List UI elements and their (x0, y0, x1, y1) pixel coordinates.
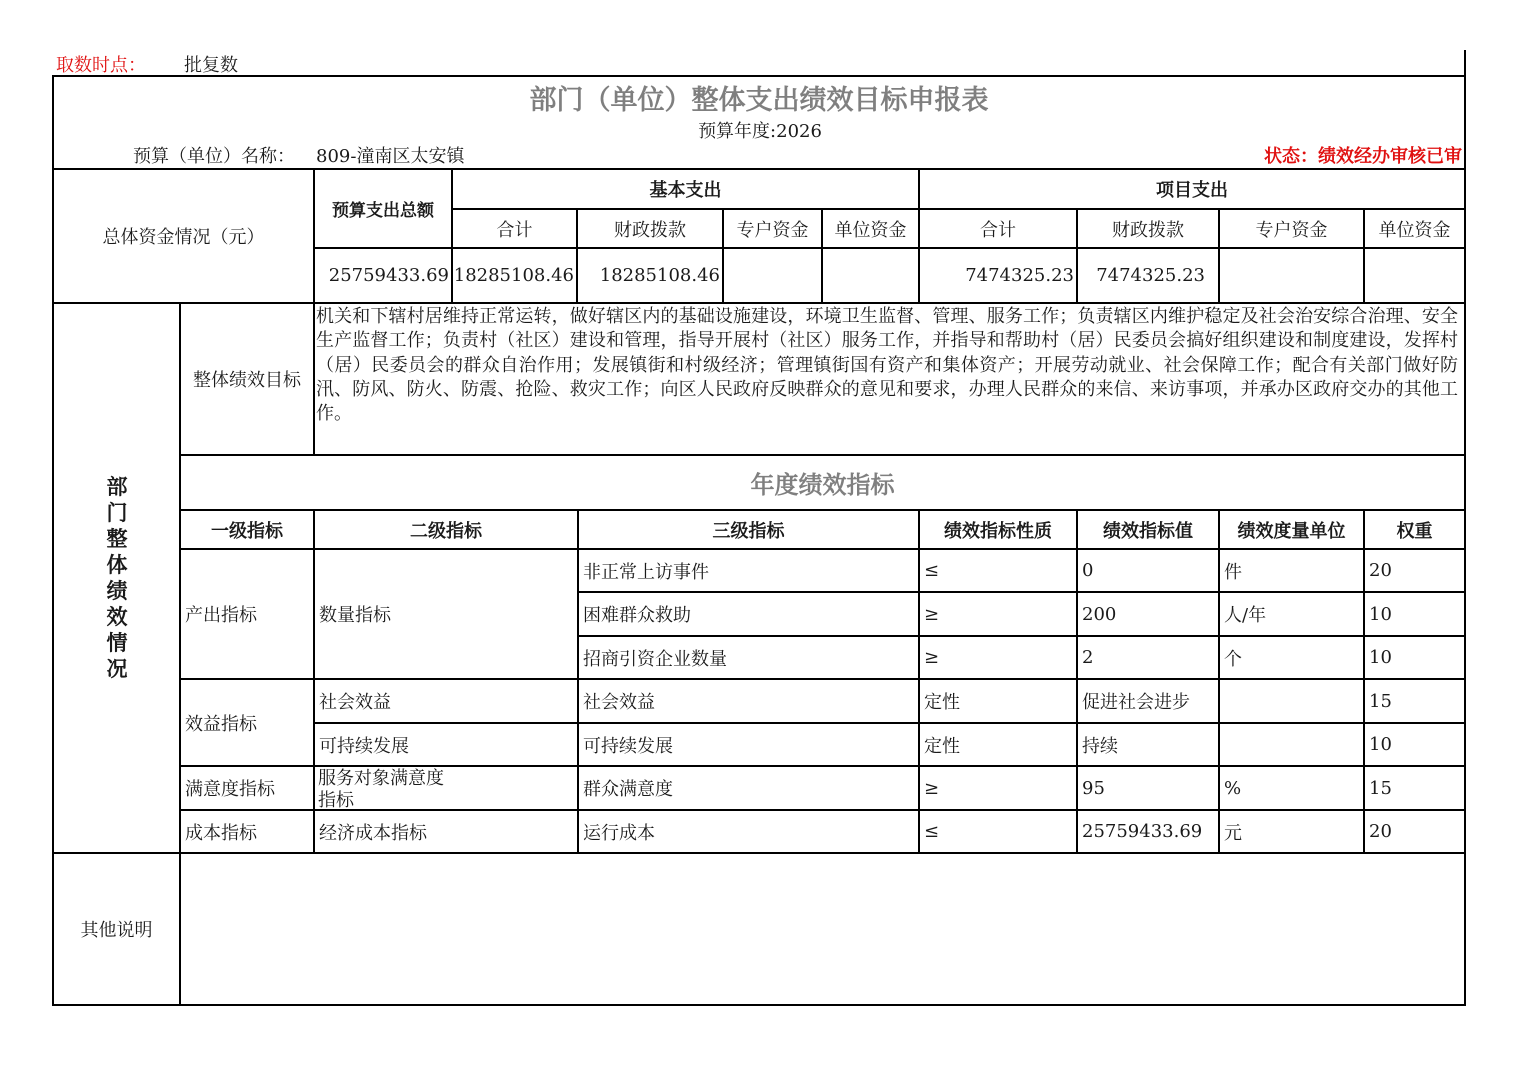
level2-economic-cost: 经济成本指标 (319, 822, 427, 844)
table-row-level3: 可持续发展 (583, 735, 673, 757)
col-nature: 绩效指标性质 (944, 520, 1052, 542)
level2-quantity: 数量指标 (319, 605, 391, 626)
col-level1: 一级指标 (211, 520, 283, 542)
table-row-nature: ≤ (924, 821, 940, 842)
table-row-value: 2 (1082, 647, 1094, 668)
data-time-label: 取数时点： (56, 55, 146, 76)
table-row-unit: % (1224, 777, 1242, 799)
table-row-unit: 件 (1224, 561, 1242, 583)
table-row-weight: 10 (1369, 647, 1392, 668)
data-time-value: 批复数 (184, 55, 238, 76)
basic-fiscal-amount: 18285108.46 (599, 265, 720, 286)
basic-fiscal-header: 财政拨款 (614, 219, 686, 241)
table-row-nature: ≥ (924, 603, 940, 625)
table-row-value: 持续 (1082, 735, 1118, 757)
table-row-level3: 困难群众救助 (583, 605, 691, 626)
budget-year: 预算年度:2026 (698, 121, 822, 142)
level1-cost: 成本指标 (185, 822, 257, 844)
project-fiscal-amount: 7474325.23 (1096, 265, 1205, 286)
table-row-unit (1220, 724, 1363, 765)
col-value: 绩效指标值 (1103, 520, 1193, 542)
table-row-value: 25759433.69 (1082, 821, 1203, 842)
table-row-weight: 20 (1369, 821, 1392, 842)
table-row-value: 200 (1082, 603, 1117, 625)
table-row-unit: 个 (1224, 648, 1242, 670)
basic-unit-header: 单位资金 (834, 219, 907, 241)
table-row-unit: 元 (1224, 822, 1242, 844)
table-row-unit (1220, 680, 1363, 722)
other-notes-content (181, 854, 1464, 1004)
project-special-amount (1220, 249, 1363, 302)
basic-special-header: 专户资金 (736, 219, 809, 241)
basic-expense-header: 基本支出 (649, 180, 722, 201)
col-weight: 权重 (1396, 520, 1433, 542)
table-row-weight: 10 (1369, 603, 1392, 625)
table-row-level3: 非正常上访事件 (583, 561, 709, 583)
project-special-header: 专户资金 (1255, 219, 1328, 241)
table-row-weight: 15 (1369, 690, 1392, 712)
level2-service-satisfaction: 服务对象满意度指标 (318, 768, 444, 808)
project-expense-header: 项目支出 (1156, 180, 1228, 201)
table-row-unit: 人/年 (1224, 605, 1267, 626)
basic-unit-amount (823, 249, 918, 302)
basic-sum-amount: 18285108.46 (453, 265, 574, 286)
col-unit: 绩效度量单位 (1237, 520, 1346, 542)
divider (52, 1004, 1466, 1006)
project-unit-amount (1365, 249, 1464, 302)
funds-section-label: 总体资金情况（元） (102, 227, 265, 248)
table-row-weight: 10 (1369, 734, 1392, 755)
total-amount: 25759433.69 (328, 265, 449, 286)
table-row-value: 95 (1082, 777, 1105, 799)
other-notes-label: 其他说明 (80, 920, 153, 941)
basic-sum-header: 合计 (496, 219, 533, 241)
level2-social-benefit: 社会效益 (319, 692, 391, 713)
divider (313, 302, 315, 455)
basic-special-amount (724, 249, 821, 302)
col-level2: 二级指标 (410, 520, 482, 542)
table-row-weight: 15 (1369, 777, 1392, 799)
unit-label: 预算（单位）名称： (133, 146, 295, 167)
table-row-level3: 社会效益 (583, 692, 655, 713)
page-title: 部门（单位）整体支出绩效目标申报表 (529, 84, 989, 116)
level1-satisfaction: 满意度指标 (185, 779, 275, 800)
table-row-level3: 招商引资企业数量 (583, 648, 727, 670)
table-row-value: 0 (1082, 560, 1094, 581)
table-row-nature: 定性 (924, 692, 960, 713)
table-row-nature: 定性 (924, 735, 960, 757)
performance-side-label: 部门整体绩效情况 (106, 474, 128, 681)
table-row-nature: ≤ (924, 560, 940, 581)
col-level3: 三级指标 (712, 520, 785, 542)
divider (52, 75, 1466, 77)
table-row-level3: 群众满意度 (583, 779, 673, 800)
project-unit-header: 单位资金 (1378, 219, 1451, 241)
total-header: 预算支出总额 (332, 201, 434, 221)
level2-sustainable: 可持续发展 (319, 735, 409, 757)
table-row-value: 促进社会进步 (1082, 692, 1190, 713)
table-row-nature: ≥ (924, 777, 940, 799)
goal-text: 机关和下辖村居维持正常运转，做好辖区内的基础设施建设，环境卫生监督、管理、服务工作；负责辖区内维护稳定及社会治安综合治理、安全生产监督工作；负责村（社区）建设和管理，指导开展村（社区）服务工作，并指导和帮助村（居）民委员会搞好组织建设和制度建设，发挥村（居）民委员会的群众自治作用；发展镇街和村级经济；管理镇街国有资产和集体资产；开展劳动就业、社会保障工作；配合有关部门做好防汛、防风、防火、防震、抢险、救灾工作；向区人民政府反映群众的意见和要求，办理人民群众的来信、来访事项，并承办区政府交办的其他工作。 (316, 306, 1458, 425)
project-sum-header: 合计 (980, 219, 1016, 241)
level1-output: 产出指标 (185, 605, 257, 626)
project-sum-amount: 7474325.23 (965, 265, 1074, 286)
annual-indicators-title: 年度绩效指标 (750, 471, 895, 499)
table-row-nature: ≥ (924, 647, 940, 668)
divider (1464, 50, 1466, 1006)
table-row-weight: 20 (1369, 560, 1392, 581)
table-row-level3: 运行成本 (583, 822, 655, 844)
goal-label: 整体绩效目标 (193, 370, 301, 391)
unit-name: 809-潼南区太安镇 (316, 146, 465, 167)
level1-benefit: 效益指标 (185, 713, 257, 735)
project-fiscal-header: 财政拨款 (1112, 219, 1184, 241)
status-badge: 状态：绩效经办审核已审 (1264, 146, 1462, 167)
